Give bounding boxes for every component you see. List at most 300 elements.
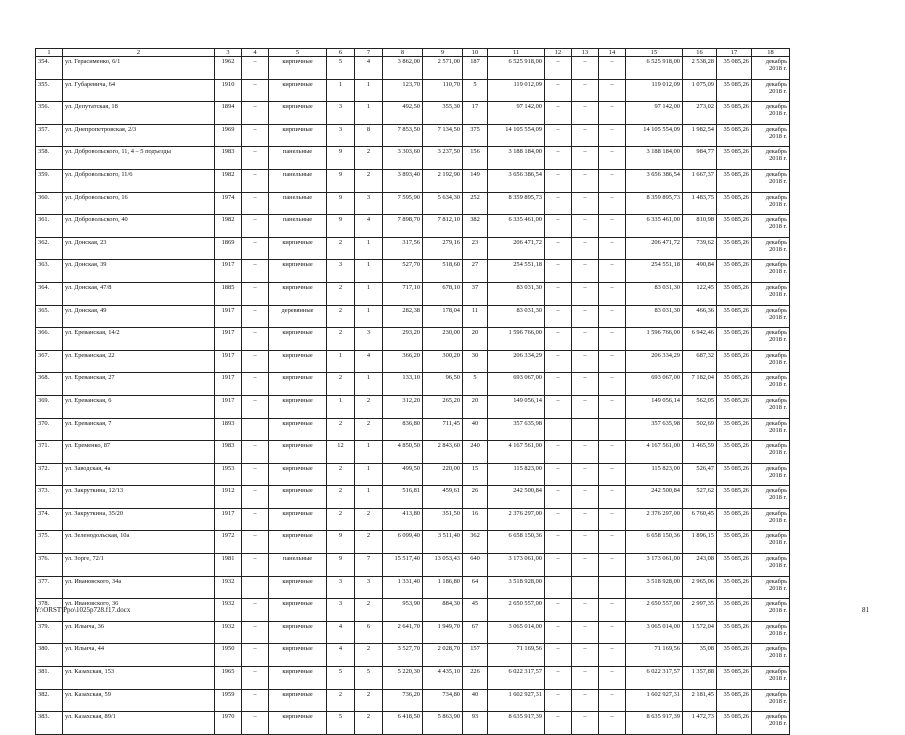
col-13-cell: – bbox=[572, 621, 599, 644]
address-cell: ул. Депутатская, 18 bbox=[63, 102, 215, 125]
table-row bbox=[36, 79, 790, 102]
address-cell: ул. Добровольского, 11/6 bbox=[63, 169, 215, 192]
cost-total-cell: 8 359 895,73 bbox=[488, 192, 545, 215]
cost-limit-cell: 35 085,26 bbox=[717, 508, 752, 531]
entrances-cell: 1 bbox=[355, 79, 383, 102]
entrances-cell: 1 bbox=[355, 373, 383, 396]
floors-cell: 9 bbox=[327, 147, 355, 170]
cost-per-sqm-cell: 1 075,09 bbox=[683, 79, 717, 102]
completion-date-cell: декабрь 2018 г. bbox=[752, 689, 790, 712]
build-year-cell: 1917 bbox=[215, 328, 242, 351]
col-13-cell: – bbox=[572, 169, 599, 192]
row-number-cell: 381. bbox=[36, 667, 63, 690]
row-number-cell: 365. bbox=[36, 305, 63, 328]
col-12-cell: – bbox=[545, 621, 572, 644]
table-row bbox=[36, 260, 790, 283]
wall-material-cell: кирпичные bbox=[269, 689, 327, 712]
floors-cell: 2 bbox=[327, 463, 355, 486]
cost-total-cell: 3 656 386,54 bbox=[488, 169, 545, 192]
total-area-cell: 3 527,70 bbox=[383, 644, 423, 667]
residents-cell: 20 bbox=[463, 395, 488, 418]
col-14-cell bbox=[599, 576, 626, 599]
table-row bbox=[36, 576, 790, 599]
completion-date-cell: декабрь 2018 г. bbox=[752, 531, 790, 554]
total-area-cell: 7 595,90 bbox=[383, 192, 423, 215]
cost-per-sqm-cell: 1 357,88 bbox=[683, 667, 717, 690]
cost-sum-cell: 254 551,18 bbox=[626, 260, 683, 283]
residents-cell: 156 bbox=[463, 147, 488, 170]
column-header-3: 3 bbox=[215, 49, 242, 57]
col-14-cell: – bbox=[599, 192, 626, 215]
cost-per-sqm-cell: 7 182,04 bbox=[683, 373, 717, 396]
cost-per-sqm-cell: 687,32 bbox=[683, 350, 717, 373]
completion-date-cell: декабрь 2018 г. bbox=[752, 147, 790, 170]
cost-per-sqm-cell: 466,36 bbox=[683, 305, 717, 328]
total-area-cell: 717,10 bbox=[383, 282, 423, 305]
build-year-cell: 1965 bbox=[215, 667, 242, 690]
col-4-cell: – bbox=[242, 124, 269, 147]
col-14-cell: – bbox=[599, 328, 626, 351]
cost-per-sqm-cell: 739,62 bbox=[683, 237, 717, 260]
cost-per-sqm-cell: 2 965,06 bbox=[683, 576, 717, 599]
living-area-cell: 110,70 bbox=[423, 79, 463, 102]
cost-sum-cell: 6 335 461,00 bbox=[626, 215, 683, 238]
cost-sum-cell: 3 065 014,00 bbox=[626, 621, 683, 644]
residents-cell: 26 bbox=[463, 486, 488, 509]
cost-total-cell: 3 518 928,00 bbox=[488, 576, 545, 599]
entrances-cell: 5 bbox=[355, 667, 383, 690]
completion-date-cell: декабрь 2018 г. bbox=[752, 192, 790, 215]
col-12-cell: – bbox=[545, 192, 572, 215]
col-13-cell: – bbox=[572, 102, 599, 125]
wall-material-cell: панельные bbox=[269, 169, 327, 192]
col-12-cell: – bbox=[545, 328, 572, 351]
floors-cell: 2 bbox=[327, 282, 355, 305]
living-area-cell: 300,20 bbox=[423, 350, 463, 373]
living-area-cell: 5 634,30 bbox=[423, 192, 463, 215]
col-13-cell: – bbox=[572, 328, 599, 351]
col-13-cell: – bbox=[572, 508, 599, 531]
table-row bbox=[36, 667, 790, 690]
address-cell: ул. Донская, 47/8 bbox=[63, 282, 215, 305]
cost-total-cell: 115 823,00 bbox=[488, 463, 545, 486]
cost-per-sqm-cell: 1 982,54 bbox=[683, 124, 717, 147]
col-13-cell: – bbox=[572, 531, 599, 554]
completion-date-cell: декабрь 2018 г. bbox=[752, 395, 790, 418]
table-row bbox=[36, 554, 790, 577]
column-header-12: 12 bbox=[545, 49, 572, 57]
col-14-cell: – bbox=[599, 79, 626, 102]
col-12-cell: – bbox=[545, 169, 572, 192]
living-area-cell: 279,16 bbox=[423, 237, 463, 260]
column-header-17: 17 bbox=[717, 49, 752, 57]
row-number-cell: 374. bbox=[36, 508, 63, 531]
cost-sum-cell: 3 518 928,00 bbox=[626, 576, 683, 599]
col-4-cell bbox=[242, 418, 269, 441]
cost-per-sqm-cell: 1 483,75 bbox=[683, 192, 717, 215]
col-12-cell: – bbox=[545, 57, 572, 80]
col-12-cell: – bbox=[545, 531, 572, 554]
residents-cell: 20 bbox=[463, 328, 488, 351]
cost-sum-cell: 6 658 150,36 bbox=[626, 531, 683, 554]
completion-date-cell: декабрь 2018 г. bbox=[752, 554, 790, 577]
col-4-cell: – bbox=[242, 644, 269, 667]
build-year-cell: 1953 bbox=[215, 463, 242, 486]
residents-cell: 240 bbox=[463, 441, 488, 464]
col-4-cell: – bbox=[242, 463, 269, 486]
col-4-cell: – bbox=[242, 508, 269, 531]
wall-material-cell: панельные bbox=[269, 147, 327, 170]
entrances-cell: 2 bbox=[355, 689, 383, 712]
cost-per-sqm-cell: 1 667,37 bbox=[683, 169, 717, 192]
cost-total-cell: 242 500,84 bbox=[488, 486, 545, 509]
header-row bbox=[36, 49, 790, 57]
total-area-cell: 3 893,40 bbox=[383, 169, 423, 192]
living-area-cell: 518,60 bbox=[423, 260, 463, 283]
residents-cell: 15 bbox=[463, 463, 488, 486]
cost-per-sqm-cell: 984,77 bbox=[683, 147, 717, 170]
row-number-cell: 372. bbox=[36, 463, 63, 486]
completion-date-cell: декабрь 2018 г. bbox=[752, 169, 790, 192]
cost-total-cell: 357 635,98 bbox=[488, 418, 545, 441]
cost-total-cell: 206 471,72 bbox=[488, 237, 545, 260]
col-4-cell: – bbox=[242, 79, 269, 102]
floors-cell: 2 bbox=[327, 373, 355, 396]
table-row bbox=[36, 531, 790, 554]
entrances-cell: 1 bbox=[355, 237, 383, 260]
cost-per-sqm-cell: 35,08 bbox=[683, 644, 717, 667]
entrances-cell: 2 bbox=[355, 418, 383, 441]
col-4-cell: – bbox=[242, 486, 269, 509]
total-area-cell: 516,81 bbox=[383, 486, 423, 509]
residents-cell: 64 bbox=[463, 576, 488, 599]
total-area-cell: 6 099,40 bbox=[383, 531, 423, 554]
cost-per-sqm-cell: 243,08 bbox=[683, 554, 717, 577]
col-14-cell: – bbox=[599, 554, 626, 577]
build-year-cell: 1932 bbox=[215, 576, 242, 599]
living-area-cell: 13 053,43 bbox=[423, 554, 463, 577]
completion-date-cell: декабрь 2018 г. bbox=[752, 486, 790, 509]
build-year-cell: 1893 bbox=[215, 418, 242, 441]
cost-sum-cell: 6 525 918,00 bbox=[626, 57, 683, 80]
col-12-cell: – bbox=[545, 463, 572, 486]
entrances-cell: 2 bbox=[355, 712, 383, 735]
cost-per-sqm-cell: 562,05 bbox=[683, 395, 717, 418]
build-year-cell: 1962 bbox=[215, 57, 242, 80]
floors-cell: 9 bbox=[327, 554, 355, 577]
entrances-cell: 1 bbox=[355, 486, 383, 509]
floors-cell: 2 bbox=[327, 328, 355, 351]
cost-per-sqm-cell: 2 538,28 bbox=[683, 57, 717, 80]
total-area-cell: 5 220,30 bbox=[383, 667, 423, 690]
col-14-cell: – bbox=[599, 350, 626, 373]
floors-cell: 3 bbox=[327, 102, 355, 125]
table-row bbox=[36, 441, 790, 464]
floors-cell: 3 bbox=[327, 576, 355, 599]
address-cell: ул. Ереванская, 6 bbox=[63, 395, 215, 418]
wall-material-cell: кирпичные bbox=[269, 328, 327, 351]
cost-sum-cell: 2 376 297,00 bbox=[626, 508, 683, 531]
cost-sum-cell: 149 056,14 bbox=[626, 395, 683, 418]
build-year-cell: 1969 bbox=[215, 124, 242, 147]
floors-cell: 3 bbox=[327, 260, 355, 283]
living-area-cell: 884,30 bbox=[423, 599, 463, 622]
living-area-cell: 2 028,70 bbox=[423, 644, 463, 667]
col-14-cell: – bbox=[599, 373, 626, 396]
table-row bbox=[36, 282, 790, 305]
col-4-cell: – bbox=[242, 215, 269, 238]
build-year-cell: 1959 bbox=[215, 689, 242, 712]
file-path: Y:\ORST\Ppo\1025p728.f17.docx bbox=[35, 606, 131, 614]
cost-per-sqm-cell: 122,45 bbox=[683, 282, 717, 305]
col-14-cell: – bbox=[599, 599, 626, 622]
total-area-cell: 4 850,50 bbox=[383, 441, 423, 464]
cost-per-sqm-cell: 1 465,59 bbox=[683, 441, 717, 464]
address-cell: ул. Добровольского, 11, 4 – 5 подъезды bbox=[63, 147, 215, 170]
page-number: 81 bbox=[862, 606, 869, 614]
residents-cell: 11 bbox=[463, 305, 488, 328]
residents-cell: 382 bbox=[463, 215, 488, 238]
address-cell: ул. Ивановского, 36 bbox=[63, 599, 215, 622]
col-13-cell: – bbox=[572, 712, 599, 735]
living-area-cell: 5 863,90 bbox=[423, 712, 463, 735]
col-14-cell: – bbox=[599, 531, 626, 554]
wall-material-cell: кирпичные bbox=[269, 486, 327, 509]
column-header-15: 15 bbox=[626, 49, 683, 57]
address-cell: ул. Донская, 23 bbox=[63, 237, 215, 260]
cost-sum-cell: 206 334,29 bbox=[626, 350, 683, 373]
wall-material-cell: кирпичные bbox=[269, 124, 327, 147]
total-area-cell: 293,20 bbox=[383, 328, 423, 351]
wall-material-cell: кирпичные bbox=[269, 57, 327, 80]
row-number-cell: 367. bbox=[36, 350, 63, 373]
total-area-cell: 7 898,70 bbox=[383, 215, 423, 238]
row-number-cell: 358. bbox=[36, 147, 63, 170]
total-area-cell: 492,50 bbox=[383, 102, 423, 125]
cost-sum-cell: 357 635,98 bbox=[626, 418, 683, 441]
cost-total-cell: 693 067,00 bbox=[488, 373, 545, 396]
floors-cell: 9 bbox=[327, 169, 355, 192]
col-12-cell: – bbox=[545, 305, 572, 328]
build-year-cell: 1894 bbox=[215, 102, 242, 125]
table-row bbox=[36, 689, 790, 712]
entrances-cell: 7 bbox=[355, 554, 383, 577]
entrances-cell: 1 bbox=[355, 463, 383, 486]
entrances-cell: 6 bbox=[355, 621, 383, 644]
living-area-cell: 7 134,50 bbox=[423, 124, 463, 147]
total-area-cell: 499,50 bbox=[383, 463, 423, 486]
col-14-cell: – bbox=[599, 237, 626, 260]
col-13-cell: – bbox=[572, 554, 599, 577]
total-area-cell: 736,20 bbox=[383, 689, 423, 712]
living-area-cell: 711,45 bbox=[423, 418, 463, 441]
wall-material-cell: кирпичные bbox=[269, 508, 327, 531]
wall-material-cell: кирпичные bbox=[269, 576, 327, 599]
cost-total-cell: 6 525 918,00 bbox=[488, 57, 545, 80]
living-area-cell: 678,10 bbox=[423, 282, 463, 305]
cost-total-cell: 2 650 557,00 bbox=[488, 599, 545, 622]
cost-sum-cell: 83 031,30 bbox=[626, 305, 683, 328]
cost-total-cell: 14 105 554,09 bbox=[488, 124, 545, 147]
table-row bbox=[36, 463, 790, 486]
wall-material-cell: кирпичные bbox=[269, 712, 327, 735]
cost-limit-cell: 35 085,26 bbox=[717, 328, 752, 351]
residents-cell: 16 bbox=[463, 508, 488, 531]
row-number-cell: 361. bbox=[36, 215, 63, 238]
col-13-cell bbox=[572, 418, 599, 441]
wall-material-cell: кирпичные bbox=[269, 79, 327, 102]
wall-material-cell: панельные bbox=[269, 192, 327, 215]
address-cell: ул. Ереванская, 7 bbox=[63, 418, 215, 441]
col-14-cell: – bbox=[599, 260, 626, 283]
completion-date-cell: декабрь 2018 г. bbox=[752, 328, 790, 351]
wall-material-cell: кирпичные bbox=[269, 260, 327, 283]
build-year-cell: 1974 bbox=[215, 192, 242, 215]
cost-per-sqm-cell: 1 472,73 bbox=[683, 712, 717, 735]
cost-total-cell: 2 376 297,00 bbox=[488, 508, 545, 531]
cost-limit-cell: 35 085,26 bbox=[717, 621, 752, 644]
row-number-cell: 370. bbox=[36, 418, 63, 441]
row-number-cell: 359. bbox=[36, 169, 63, 192]
cost-limit-cell: 35 085,26 bbox=[717, 350, 752, 373]
build-year-cell: 1950 bbox=[215, 644, 242, 667]
living-area-cell: 1 949,70 bbox=[423, 621, 463, 644]
col-12-cell: – bbox=[545, 147, 572, 170]
entrances-cell: 3 bbox=[355, 192, 383, 215]
col-14-cell: – bbox=[599, 644, 626, 667]
table-row bbox=[36, 350, 790, 373]
build-year-cell: 1917 bbox=[215, 395, 242, 418]
cost-per-sqm-cell: 1 572,04 bbox=[683, 621, 717, 644]
column-header-5: 5 bbox=[269, 49, 327, 57]
cost-limit-cell: 35 085,26 bbox=[717, 373, 752, 396]
total-area-cell: 312,20 bbox=[383, 395, 423, 418]
residents-cell: 375 bbox=[463, 124, 488, 147]
completion-date-cell: декабрь 2018 г. bbox=[752, 712, 790, 735]
table-row bbox=[36, 644, 790, 667]
table-row bbox=[36, 508, 790, 531]
cost-total-cell: 6 335 461,00 bbox=[488, 215, 545, 238]
cost-limit-cell: 35 085,26 bbox=[717, 282, 752, 305]
row-number-cell: 373. bbox=[36, 486, 63, 509]
completion-date-cell: декабрь 2018 г. bbox=[752, 441, 790, 464]
living-area-cell: 459,61 bbox=[423, 486, 463, 509]
floors-cell: 5 bbox=[327, 712, 355, 735]
total-area-cell: 3 862,00 bbox=[383, 57, 423, 80]
col-4-cell: – bbox=[242, 599, 269, 622]
col-13-cell: – bbox=[572, 215, 599, 238]
cost-sum-cell: 83 031,30 bbox=[626, 282, 683, 305]
living-area-cell: 7 812,10 bbox=[423, 215, 463, 238]
living-area-cell: 2 192,90 bbox=[423, 169, 463, 192]
col-14-cell bbox=[599, 418, 626, 441]
col-12-cell: – bbox=[545, 395, 572, 418]
cost-limit-cell: 35 085,26 bbox=[717, 102, 752, 125]
col-14-cell: – bbox=[599, 508, 626, 531]
column-header-8: 8 bbox=[383, 49, 423, 57]
col-4-cell: – bbox=[242, 192, 269, 215]
col-12-cell: – bbox=[545, 215, 572, 238]
floors-cell: 1 bbox=[327, 79, 355, 102]
entrances-cell: 8 bbox=[355, 124, 383, 147]
col-13-cell: – bbox=[572, 147, 599, 170]
wall-material-cell: кирпичные bbox=[269, 350, 327, 373]
table-row bbox=[36, 305, 790, 328]
completion-date-cell: декабрь 2018 г. bbox=[752, 621, 790, 644]
table-row bbox=[36, 124, 790, 147]
residents-cell: 226 bbox=[463, 667, 488, 690]
cost-limit-cell: 35 085,26 bbox=[717, 260, 752, 283]
col-13-cell bbox=[572, 576, 599, 599]
residents-cell: 23 bbox=[463, 237, 488, 260]
floors-cell: 9 bbox=[327, 215, 355, 238]
col-14-cell: – bbox=[599, 689, 626, 712]
completion-date-cell: декабрь 2018 г. bbox=[752, 237, 790, 260]
col-14-cell: – bbox=[599, 147, 626, 170]
column-header-9: 9 bbox=[423, 49, 463, 57]
col-12-cell: – bbox=[545, 486, 572, 509]
living-area-cell: 220,00 bbox=[423, 463, 463, 486]
cost-sum-cell: 242 500,84 bbox=[626, 486, 683, 509]
row-number-cell: 371. bbox=[36, 441, 63, 464]
col-4-cell: – bbox=[242, 237, 269, 260]
completion-date-cell: декабрь 2018 г. bbox=[752, 667, 790, 690]
cost-total-cell: 8 635 917,39 bbox=[488, 712, 545, 735]
cost-limit-cell: 35 085,26 bbox=[717, 463, 752, 486]
col-13-cell: – bbox=[572, 237, 599, 260]
row-number-cell: 383. bbox=[36, 712, 63, 735]
cost-limit-cell: 35 085,26 bbox=[717, 124, 752, 147]
address-cell: ул. Еременко, 87 bbox=[63, 441, 215, 464]
build-year-cell: 1970 bbox=[215, 712, 242, 735]
column-header-13: 13 bbox=[572, 49, 599, 57]
cost-limit-cell: 35 085,26 bbox=[717, 712, 752, 735]
build-year-cell: 1932 bbox=[215, 599, 242, 622]
row-number-cell: 382. bbox=[36, 689, 63, 712]
build-year-cell: 1869 bbox=[215, 237, 242, 260]
col-13-cell: – bbox=[572, 373, 599, 396]
entrances-cell: 2 bbox=[355, 531, 383, 554]
cost-sum-cell: 4 167 561,00 bbox=[626, 441, 683, 464]
wall-material-cell: кирпичные bbox=[269, 418, 327, 441]
cost-sum-cell: 71 169,56 bbox=[626, 644, 683, 667]
cost-total-cell: 1 596 766,00 bbox=[488, 328, 545, 351]
build-year-cell: 1917 bbox=[215, 373, 242, 396]
column-header-18: 18 bbox=[752, 49, 790, 57]
floors-cell: 3 bbox=[327, 124, 355, 147]
col-13-cell: – bbox=[572, 486, 599, 509]
living-area-cell: 265,20 bbox=[423, 395, 463, 418]
row-number-cell: 376. bbox=[36, 554, 63, 577]
completion-date-cell: декабрь 2018 г. bbox=[752, 508, 790, 531]
column-header-10: 10 bbox=[463, 49, 488, 57]
total-area-cell: 953,90 bbox=[383, 599, 423, 622]
cost-total-cell: 97 142,00 bbox=[488, 102, 545, 125]
cost-limit-cell: 35 085,26 bbox=[717, 531, 752, 554]
table-row bbox=[36, 373, 790, 396]
cost-sum-cell: 8 635 917,39 bbox=[626, 712, 683, 735]
entrances-cell: 1 bbox=[355, 305, 383, 328]
column-header-11: 11 bbox=[488, 49, 545, 57]
cost-limit-cell: 35 085,26 bbox=[717, 554, 752, 577]
build-year-cell: 1910 bbox=[215, 79, 242, 102]
col-13-cell: – bbox=[572, 395, 599, 418]
col-4-cell: – bbox=[242, 689, 269, 712]
address-cell: ул. Казахская, 153 bbox=[63, 667, 215, 690]
col-12-cell: – bbox=[545, 644, 572, 667]
completion-date-cell: декабрь 2018 г. bbox=[752, 599, 790, 622]
cost-limit-cell: 35 085,26 bbox=[717, 576, 752, 599]
